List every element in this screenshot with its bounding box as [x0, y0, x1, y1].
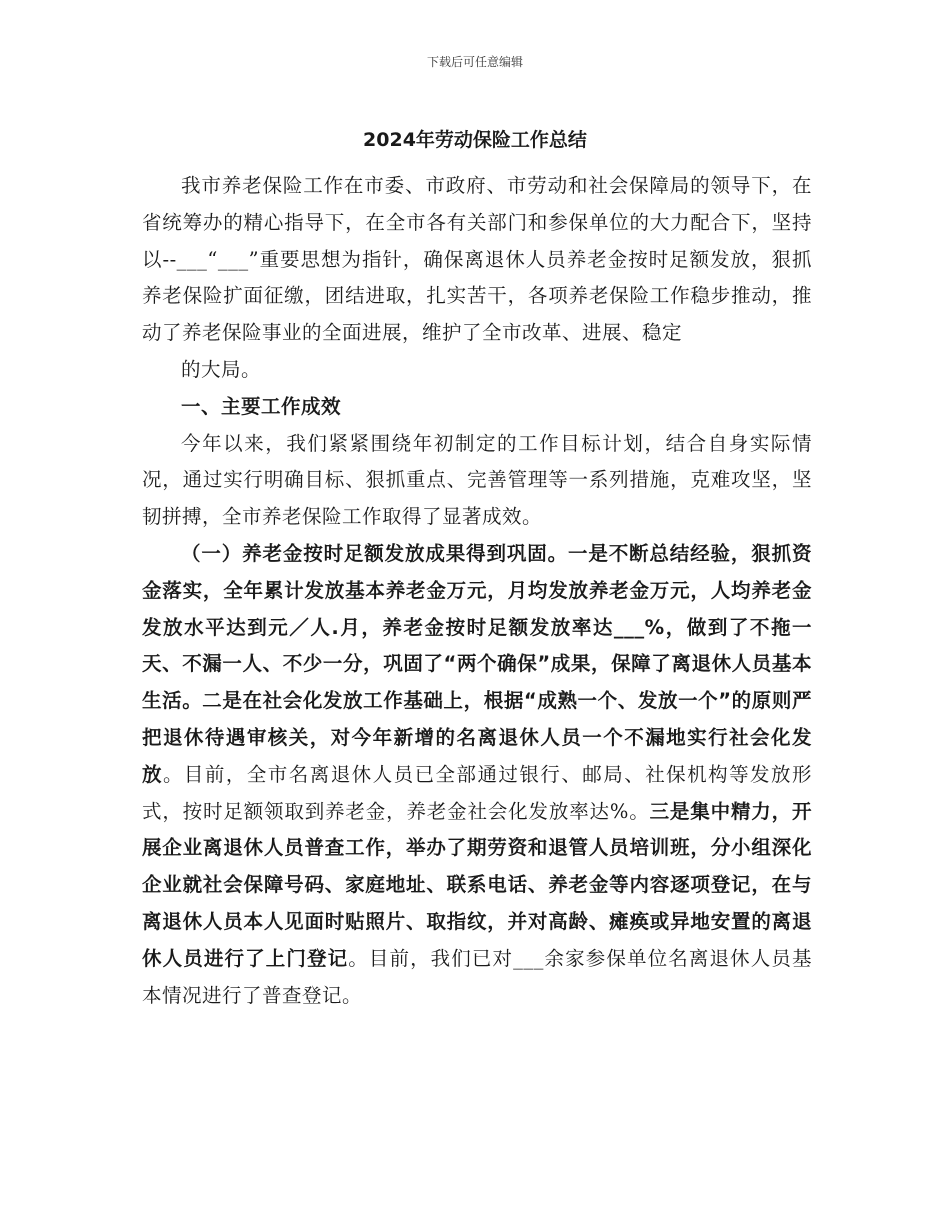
subsection-bold-text-a: （一）养老金按时足额发放成果得到巩固。一是不断总结经验，狠抓资金落实，全年累计发放基本养老金万元，月均发放养老金万元，人均养老金发放水平达到元／人.月，养老金按时足额发放率达___%，做到了不拖一天、不漏一人、不少一分，巩固了“两个确保”成果，保障了离退休人员基本生活。二是在社会化发放工作基础上，根据“成熟一个、发放一个”的原则严把退休待遇审核关，对今年新增的名离退休人员一个不漏地实行社会化发放	[142, 541, 812, 786]
intro-tail: 的大局。	[181, 357, 262, 381]
document-body	[142, 168, 812, 1014]
subsection-normal-text-a: 。目前，全市名离退休人员已全部通过银行、邮局、社保机构等发放形式，按时足额领取到养老金，养老金社会化发放率达%。	[142, 762, 812, 823]
page-header-note: 下载后可任意编辑	[426, 55, 523, 69]
document-title: 2024年劳动保险工作总结	[363, 129, 587, 151]
subsection-paragraph	[142, 536, 812, 1014]
subsection-bold-text-b: 三是集中精力，开展企业离退休人员普查工作，举办了期劳资和退管人员培训班，分小组深化企业就社会保障号码、家庭地址、联系电话、养老金等内容逐项登记，在与离退休人员本人见面时贴照片、取指纹，并对高龄、瘫痪或异地安置的离退休人员进行了上门登记	[142, 799, 812, 970]
subsection-normal-text-b: 。目前，我们已对___余家参保单位名离退休人员基本情况进行了普查登记。	[142, 946, 812, 1007]
section-paragraph: 今年以来，我们紧紧围绕年初制定的工作目标计划，结合自身实际情况，通过实行明确目标、狠抓重点、完善管理等一系列措施，克难攻坚，坚韧拼搏，全市养老保险工作取得了显著成效。	[142, 431, 812, 529]
section-heading: 一、主要工作成效	[181, 394, 342, 418]
intro-paragraph: 我市养老保险工作在市委、市政府、市劳动和社会保障局的领导下，在省统筹办的精心指导下，在全市各有关部门和参保单位的大力配合下，坚持以--___“___”重要思想为指针，确保离退休人员养老金按时足额发放，狠抓养老保险扩面征缴，团结进取，扎实苦干，各项养老保险工作稳步推动，推动了养老保险事业的全面进展，维护了全市改革、进展、稳定	[142, 174, 812, 345]
